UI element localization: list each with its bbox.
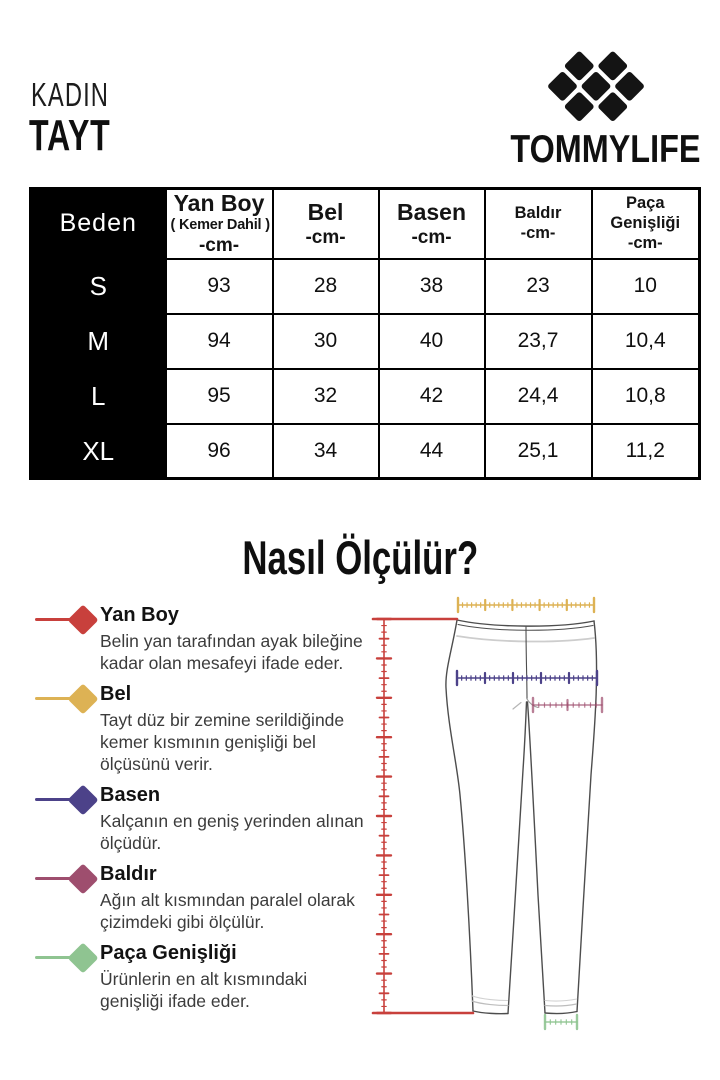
- column-unit: -cm-: [520, 224, 556, 243]
- column-unit: -cm-: [305, 226, 346, 248]
- size-row: [31, 314, 700, 369]
- column-label: Baldır: [514, 203, 562, 222]
- measurement-value: 44: [379, 424, 485, 479]
- measurement-value: 23,7: [485, 314, 592, 369]
- legend-item: [34, 941, 366, 1012]
- measurement-value: 10: [592, 259, 700, 314]
- size-row: [31, 369, 700, 424]
- legend-label: Paça Genişliği: [100, 942, 237, 964]
- column-unit: -cm-: [411, 226, 452, 248]
- left-cuff: [473, 1011, 508, 1014]
- column-header: [273, 189, 379, 259]
- legend-label: Basen: [100, 784, 161, 806]
- legend-description: Belin yan tarafından ayak bileğine kadar olan mesafeyi ifade eder.: [100, 631, 363, 673]
- waistband-top: [457, 620, 594, 626]
- size-chart-table: [29, 187, 701, 480]
- measurement-value: 94: [166, 314, 273, 369]
- tommylife-diamonds-icon: [542, 48, 650, 127]
- measurement-value: 24,4: [485, 369, 592, 424]
- measurement-value: 93: [166, 259, 273, 314]
- legend-description: Ürünlerin en alt kısmındaki genişliği ifade eder.: [100, 969, 308, 1011]
- legend-item: [34, 783, 366, 854]
- column-header: [379, 189, 485, 259]
- measurement-value: 28: [273, 259, 379, 314]
- column-header: [592, 189, 700, 259]
- measurement-value: 30: [273, 314, 379, 369]
- category-label: KADIN: [31, 76, 110, 113]
- size-row: [31, 259, 700, 314]
- legend-label: Bel: [100, 683, 132, 705]
- size-label: L: [31, 369, 166, 424]
- legend-label: Yan Boy: [100, 604, 179, 626]
- right-leg-outer: [577, 621, 597, 1012]
- measurement-value: 25,1: [485, 424, 592, 479]
- size-label: XL: [31, 424, 166, 479]
- leggings-diagram: [360, 585, 720, 1045]
- measure-diamond-icon: [34, 863, 100, 895]
- legend-description: Tayt düz bir zemine serildiğinde kemer kısmının genişliği bel ölçüsünü verir.: [100, 710, 345, 774]
- measurement-value: 11,2: [592, 424, 700, 479]
- brand-wordmark: TOMMYLIFE: [510, 128, 701, 171]
- column-sublabel: ( Kemer Dahil ): [170, 217, 270, 234]
- size-row: [31, 424, 700, 479]
- legend-item: [34, 682, 366, 775]
- measurement-value: 95: [166, 369, 273, 424]
- column-unit: -cm-: [198, 235, 240, 257]
- column-header: [166, 189, 273, 259]
- column-label: Paça Genişliği: [610, 194, 681, 232]
- measurement-legend: [34, 603, 366, 1020]
- measurement-value: 42: [379, 369, 485, 424]
- legend-item: [34, 862, 366, 933]
- legend-label: Baldır: [100, 863, 157, 885]
- size-label: S: [31, 259, 166, 314]
- measurement-value: 10,4: [592, 314, 700, 369]
- measurement-value: 23: [485, 259, 592, 314]
- how-to-measure-title: Nasıl Ölçülür?: [242, 531, 478, 584]
- size-label: M: [31, 314, 166, 369]
- legend-description: Ağın alt kısmından paralel olarak çizimdeki gibi ölçülür.: [100, 890, 355, 932]
- measure-diamond-icon: [34, 604, 100, 636]
- measure-diamond-icon: [34, 784, 100, 816]
- column-label: Yan Boy: [173, 190, 265, 216]
- measurement-rulers: [373, 598, 602, 1029]
- right-cuff: [545, 1012, 577, 1014]
- table-header-row: [31, 189, 700, 259]
- right-leg-inner: [528, 702, 546, 1013]
- column-label: Basen: [396, 198, 467, 225]
- measurement-value: 10,8: [592, 369, 700, 424]
- measurement-value: 32: [273, 369, 379, 424]
- column-label: Bel: [307, 198, 344, 225]
- legend-item: [34, 603, 366, 674]
- measurement-value: 38: [379, 259, 485, 314]
- measurement-value: 96: [166, 424, 273, 479]
- brand-logo: [493, 48, 701, 171]
- center-seam: [526, 627, 527, 699]
- column-unit: -cm-: [627, 234, 663, 253]
- measure-diamond-icon: [34, 683, 100, 715]
- legend-description: Kalçanın en geniş yerinden alınan ölçüdür.: [100, 811, 364, 853]
- size-column-header: Beden: [31, 189, 166, 259]
- measure-diamond-icon: [34, 942, 100, 974]
- left-leg-inner: [508, 702, 527, 1014]
- column-header: [485, 189, 592, 259]
- measurement-value: 40: [379, 314, 485, 369]
- product-type-label: TAYT: [29, 111, 111, 160]
- measurement-value: 34: [273, 424, 379, 479]
